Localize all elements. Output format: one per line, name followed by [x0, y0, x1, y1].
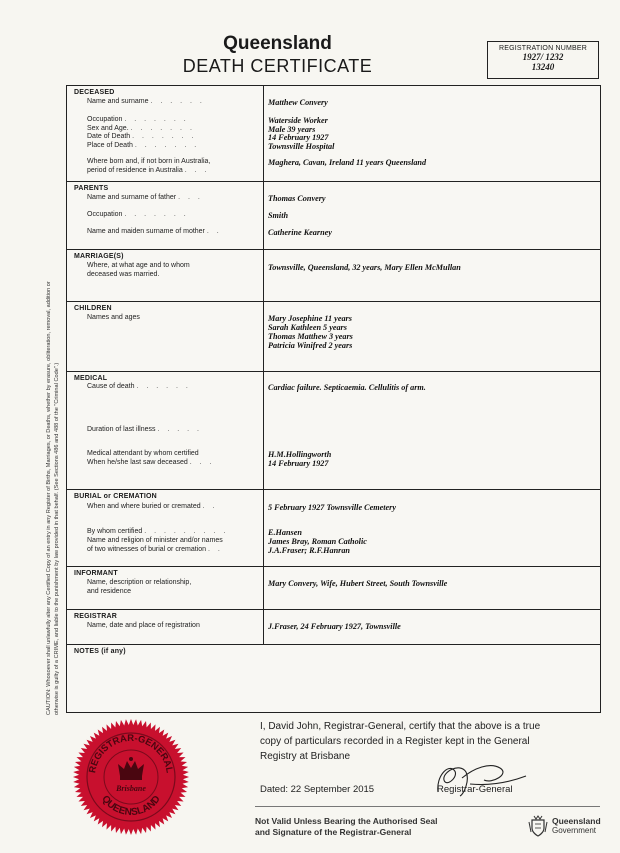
value-occupation: Waterside Worker: [268, 116, 328, 125]
label-sex-age: Sex and Age. . . . . . . .: [87, 125, 195, 132]
value-last-seen: 14 February 1927: [268, 459, 329, 468]
label-attendant-1: Medical attendant by whom certified: [87, 450, 199, 457]
value-witnesses: J.A.Fraser; R.F.Hanran: [268, 546, 350, 555]
label-attendant-2: When he/she last saw deceased . . .: [87, 459, 215, 466]
certification-statement: I, David John, Registrar-General, certify that the above is a true copy of particulars recorded in a Register kept in the General Registry at Brisbane: [260, 721, 541, 762]
section-medical: [67, 372, 600, 490]
validity-notice: [255, 816, 515, 838]
label-minister-2: of two witnesses of burial or cremation . .: [87, 546, 223, 553]
registration-number-label: REGISTRATION NUMBER: [498, 45, 588, 52]
column-divider: [263, 86, 264, 181]
caution-line-2: otherwise is guilty of a CRIME, and liable to the punishment by law provided in that behalf. (See Sections 486 and 488 of the "Criminal Code".): [54, 362, 60, 715]
date-issued: Dated: 22 September 2015: [260, 784, 375, 795]
seal-bottom-text: QUEENSLAND: [99, 793, 163, 819]
label-father-occupation: Occupation . . . . . . .: [87, 211, 189, 218]
section-title-parents: PARENTS: [74, 185, 109, 192]
queensland-government-logo: [528, 814, 608, 840]
section-notes: [67, 645, 600, 713]
label-date-of-death: Date of Death . . . . . . .: [87, 133, 197, 140]
section-deceased: [67, 86, 600, 182]
value-child-1: Mary Josephine 11 years: [268, 314, 352, 323]
section-title-notes: NOTES (if any): [74, 648, 126, 655]
value-name: Matthew Convery: [268, 98, 328, 107]
logo-name: Queensland: [552, 816, 601, 826]
column-divider: [263, 372, 264, 489]
label-informant-1: Name, description or relationship,: [87, 579, 192, 586]
section-title-children: CHILDREN: [74, 305, 112, 312]
section-title-registrar: REGISTRAR: [74, 613, 118, 620]
value-child-4: Patricia Winifred 2 years: [268, 341, 353, 350]
particulars-table: [66, 85, 601, 713]
label-registrar: Name, date and place of registration: [87, 622, 200, 629]
value-burial-by: E.Hansen: [268, 528, 302, 537]
column-divider: [263, 182, 264, 249]
section-marriage: [67, 250, 600, 302]
label-name: Name and surname . . . . . .: [87, 98, 205, 105]
section-informant: [67, 567, 600, 610]
label-burial-by: By whom certified . . . . . . . . .: [87, 528, 229, 535]
label-place-of-death: Place of Death . . . . . . .: [87, 142, 200, 149]
validity-notice-line-2: and Signature of the Registrar-General: [255, 827, 412, 837]
value-marriage: Townsville, Queensland, 32 years, Mary Ellen McMullan: [268, 263, 461, 272]
value-birthplace: Maghera, Cavan, Ireland 11 years Queensland: [268, 158, 427, 167]
label-mother: Name and maiden surname of mother . .: [87, 228, 222, 235]
value-mother: Catherine Kearney: [268, 228, 332, 237]
seal-top-text: REGISTRAR-GENERAL: [87, 732, 175, 774]
value-burial-when: 5 February 1927 Townsville Cemetery: [268, 503, 396, 512]
value-father-occupation: Smith: [268, 211, 289, 220]
registration-number-value: 1927/ 1232: [522, 52, 564, 62]
label-cause: Cause of death . . . . . .: [87, 383, 191, 390]
label-marriage-1: Where, at what age and to whom: [87, 262, 190, 269]
label-duration: Duration of last illness . . . . .: [87, 426, 202, 433]
value-cause: Cardiac failure. Septicaemia. Cellulitis of arm.: [268, 383, 426, 392]
value-father: Thomas Convery: [268, 194, 326, 203]
column-divider: [263, 567, 264, 609]
signatory-title: Registrar-General: [437, 784, 513, 795]
footer-rule: [255, 806, 600, 807]
value-place-of-death: Townsville Hospital: [268, 142, 335, 151]
registrar-general-seal: [72, 718, 190, 836]
column-divider: [263, 302, 264, 371]
value-informant: Mary Convery, Wife, Hubert Street, South Townsville: [268, 579, 448, 588]
coat-of-arms-icon: [528, 814, 548, 838]
section-parents: [67, 182, 600, 250]
section-title-deceased: DECEASED: [74, 89, 115, 96]
label-informant-2: and residence: [87, 588, 131, 595]
label-marriage-2: deceased was married.: [87, 271, 160, 278]
column-divider: [263, 250, 264, 301]
validity-notice-line-1: Not Valid Unless Bearing the Authorised Seal: [255, 816, 438, 826]
label-birthplace-1: Where born and, if not born in Australia,: [87, 158, 211, 165]
logo-subtitle: Government: [552, 826, 597, 835]
section-title-medical: MEDICAL: [74, 375, 108, 382]
column-divider: [263, 610, 264, 644]
registration-number-secondary: 13240: [531, 62, 555, 72]
label-minister-1: Name and religion of minister and/or names: [87, 537, 223, 544]
value-registrar: J.Fraser, 24 February 1927, Townsville: [268, 622, 401, 631]
section-burial: [67, 490, 600, 567]
label-occupation: Occupation . . . . . . .: [87, 116, 189, 123]
column-divider: [263, 490, 264, 566]
value-sex-age: Male 39 years: [268, 125, 316, 134]
registration-number-box: [487, 41, 599, 79]
label-birthplace-2: period of residence in Australia . . .: [87, 167, 210, 174]
state-title: Queensland: [223, 33, 332, 54]
section-registrar: [67, 610, 600, 645]
certificate-type-title: DEATH CERTIFICATE: [182, 56, 373, 76]
section-title-informant: INFORMANT: [74, 570, 118, 577]
section-title-burial: BURIAL or CREMATION: [74, 493, 157, 500]
caution-line-1: CAUTION: Whosoever shall unlawfully alter any Certified Copy of an entry in any Register of Births, Marriages, or Deaths, whether by erasure, obliteration, removal, addition or: [46, 281, 52, 715]
certificate-heading: [150, 33, 405, 77]
label-father: Name and surname of father . . .: [87, 194, 203, 201]
value-child-3: Thomas Matthew 3 years: [268, 332, 353, 341]
section-children: [67, 302, 600, 372]
value-attendant: H.M.Hollingworth: [268, 450, 332, 459]
value-date-of-death: 14 February 1927: [268, 133, 329, 142]
section-title-marriage: MARRIAGE(S): [74, 253, 124, 260]
seal-middle-text: Brisbane: [116, 784, 146, 793]
label-burial-when: When and where buried or cremated . .: [87, 503, 218, 510]
value-child-2: Sarah Kathleen 5 years: [268, 323, 347, 332]
value-minister: James Bray, Roman Catholic: [268, 537, 367, 546]
label-children: Names and ages: [87, 314, 140, 321]
